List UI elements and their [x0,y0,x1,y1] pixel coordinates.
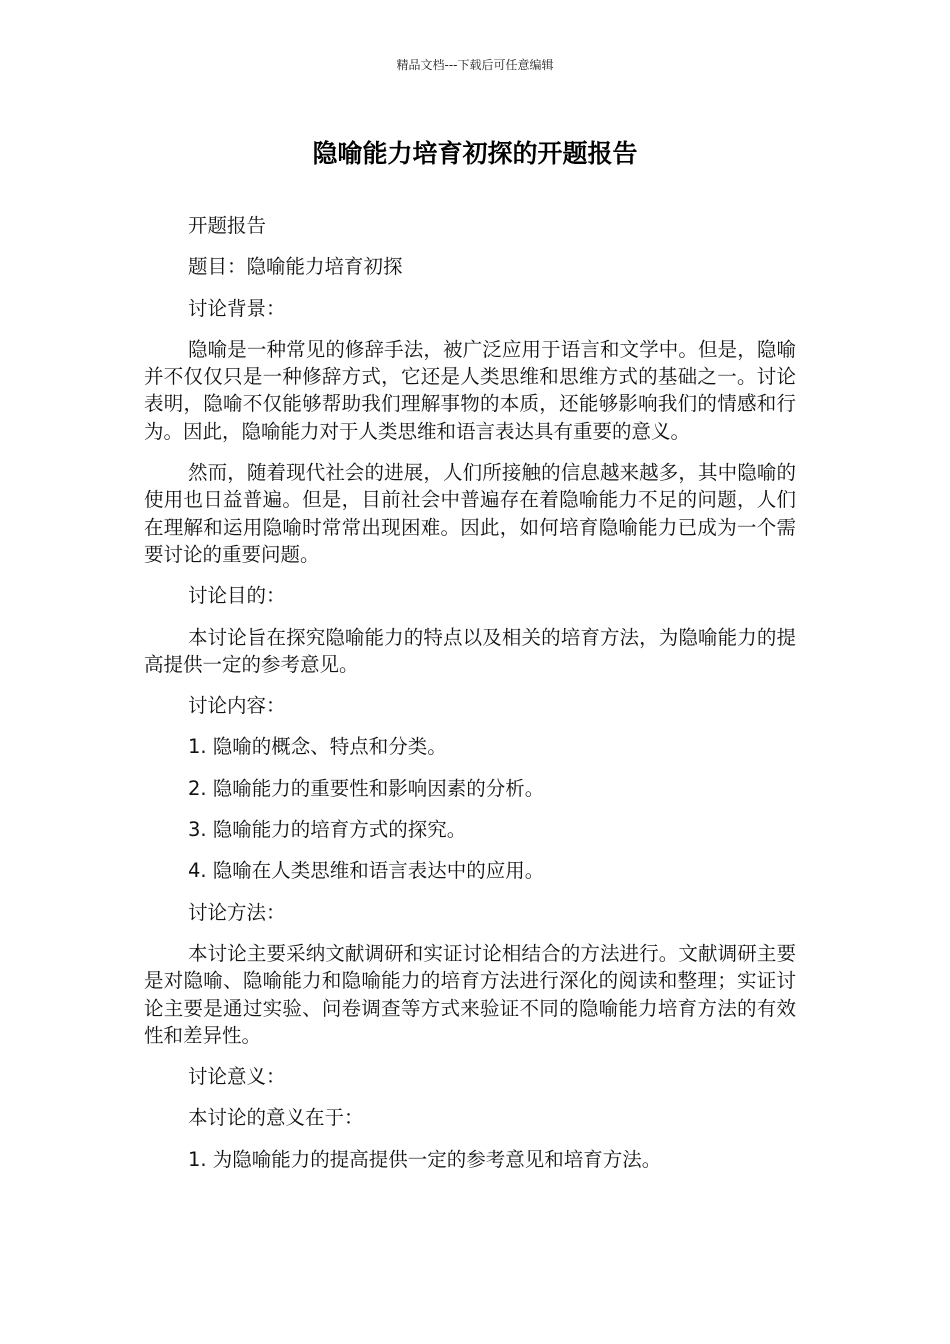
document-body [144,212,796,1187]
list-item-content-2: 2. 隐喻能力的重要性和影响因素的分析。 [188,776,545,800]
list-item-significance-1: 1. 为隐喻能力的提高提供一定的参考意见和培育方法。 [188,1147,662,1171]
paragraph-topic: 题目：隐喻能力培育初探 [188,255,403,279]
list-item-content-3: 3. 隐喻能力的培育方式的探究。 [188,818,467,842]
paragraph-purpose: 本讨论旨在探究隐喻能力的特点以及相关的培育方法，为隐喻能力的提高提供一定的参考意见。 [144,625,796,676]
paragraph-report-label: 开题报告 [188,214,267,237]
heading-background: 讨论背景： [188,296,286,320]
paragraph-background-2: 然而，随着现代社会的进展，人们所接触的信息越来越多，其中隐喻的使用也日益普遍。但是，目前社会中普遍存在着隐喻能力不足的问题，人们在理解和运用隐喻时常常出现困难。因此，如何培育隐喻能力已成为一个需要讨论的重要问题。 [144,461,796,566]
heading-method: 讨论方法： [188,900,286,924]
header-note: 精品文档---下载后可任意编辑 [396,58,554,72]
heading-significance: 讨论意义： [188,1065,286,1089]
heading-content: 讨论内容： [188,694,286,718]
heading-purpose: 讨论目的： [188,584,286,608]
list-item-content-1: 1. 隐喻的概念、特点和分类。 [188,735,447,759]
list-item-content-4: 4. 隐喻在人类思维和语言表达中的应用。 [188,859,545,883]
paragraph-significance-intro: 本讨论的意义在于： [188,1106,364,1130]
paragraph-method: 本讨论主要采纳文献调研和实证讨论相结合的方法进行。文献调研主要是对隐喻、隐喻能力和隐喻能力的培育方法进行深化的阅读和整理；实证讨论主要是通过实验、问卷调查等方式来验证不同的隐喻能力培育方法的有效性和差异性。 [144,941,796,1047]
paragraph-background-1: 隐喻是一种常见的修辞手法，被广泛应用于语言和文学中。但是，隐喻并不仅仅只是一种修辞方式，它还是人类思维和思维方式的基础之一。讨论表明，隐喻不仅能够帮助我们理解事物的本质，还能够影响我们的情感和行为。因此，隐喻能力对于人类思维和语言表达具有重要的意义。 [144,337,796,443]
document-title: 隐喻能力培育初探的开题报告 [312,139,638,168]
